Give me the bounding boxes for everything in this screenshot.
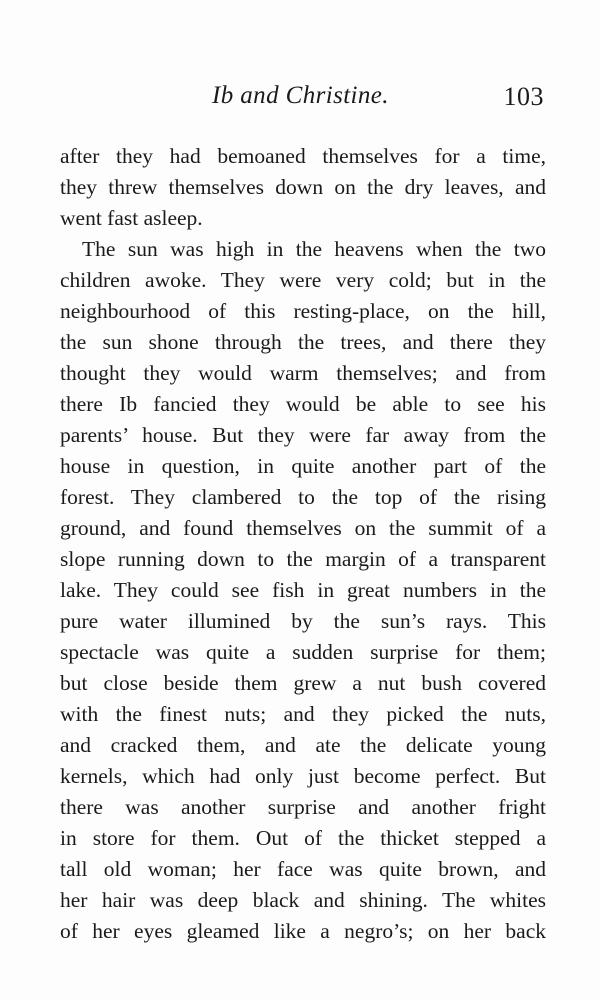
text-line: in store for them. Out of the thicket stepped a <box>60 826 546 850</box>
text-line: there was another surprise and another fright <box>60 795 546 819</box>
text-line: the sun shone through the trees, and there they <box>60 330 546 354</box>
text-line: neighbourhood of this resting-place, on the hill, <box>60 299 546 323</box>
text-line: tall old woman; her face was quite brown, and <box>60 857 546 881</box>
text-line: they threw themselves down on the dry leaves, and <box>60 175 546 199</box>
text-line: thought they would warm themselves; and from <box>60 361 546 385</box>
text-line: house in question, in quite another part of the <box>60 454 546 478</box>
text-line: parents’ house. But they were far away from the <box>60 423 546 447</box>
page-number: 103 <box>503 82 544 111</box>
text-line: kernels, which had only just become perfect. But <box>60 764 546 788</box>
text-line: her hair was deep black and shining. The whites <box>60 888 546 912</box>
text-line: The sun was high in the heavens when the two <box>82 237 546 261</box>
text-line: lake. They could see fish in great numbers in the <box>60 578 546 602</box>
text-line: with the finest nuts; and they picked the nuts, <box>60 702 546 726</box>
running-head <box>60 82 546 122</box>
text-line: ground, and found themselves on the summit of a <box>60 516 546 540</box>
text-line: pure water illumined by the sun’s rays. This <box>60 609 546 633</box>
running-title: Ib and Christine. <box>212 82 389 109</box>
text-line: and cracked them, and ate the delicate young <box>60 733 546 757</box>
text-line: but close beside them grew a nut bush covered <box>60 671 546 695</box>
text-line: after they had bemoaned themselves for a time, <box>60 144 546 168</box>
text-line: children awoke. They were very cold; but in the <box>60 268 546 292</box>
text-line: went fast asleep. <box>60 206 203 230</box>
text-line: slope running down to the margin of a transparent <box>60 547 546 571</box>
text-line: of her eyes gleamed like a negro’s; on her back <box>60 919 546 943</box>
body-text <box>60 141 546 947</box>
text-line: forest. They clambered to the top of the rising <box>60 485 546 509</box>
text-line: spectacle was quite a sudden surprise for them; <box>60 640 546 664</box>
text-line: there Ib fancied they would be able to see his <box>60 392 546 416</box>
